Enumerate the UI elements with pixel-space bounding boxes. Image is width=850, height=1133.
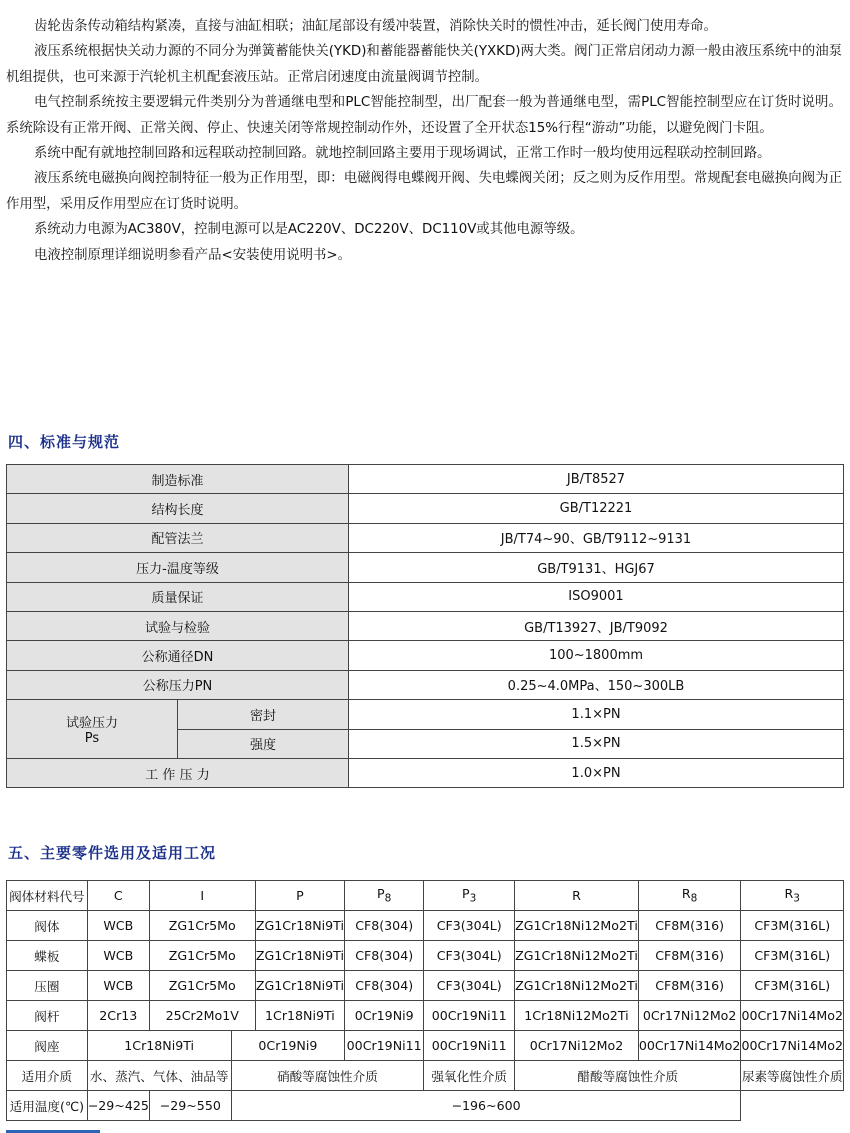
table-cell: WCB xyxy=(87,911,149,941)
table-cell: ZG1Cr18Ni12Mo2Ti xyxy=(515,911,639,941)
row-name: 蝶板 xyxy=(7,941,88,971)
header-col: $R_8$ xyxy=(638,881,741,911)
table-row xyxy=(7,641,844,670)
intro-paragraph-7: 电液控制原理详细说明参看产品<安装使用说明书>。 xyxy=(34,247,352,263)
std-label: 结构长度 xyxy=(7,494,349,523)
intro-paragraph-4: 系统中配有就地控制回路和远程联动控制回路。就地控制回路主要用于现场调试，正常工作时一般均使用远程联动控制回路。 xyxy=(34,146,771,162)
header-col: $R_3$ xyxy=(741,881,844,911)
standards-table xyxy=(6,464,844,788)
std-label: 试验与检验 xyxy=(7,611,349,640)
table-cell: 0Cr17Ni12Mo2 xyxy=(515,1031,639,1061)
table-cell: 00Cr17Ni14Mo2 xyxy=(741,1001,844,1031)
row-name: 阀座 xyxy=(7,1031,88,1061)
table-cell: 00Cr19Ni11 xyxy=(424,1031,515,1061)
table-cell: −29~425 xyxy=(87,1091,149,1121)
row-name: 阀体 xyxy=(7,911,88,941)
table-cell: CF8M(316) xyxy=(638,971,741,1001)
table-cell: 1Cr18Ni9Ti xyxy=(255,1001,344,1031)
std-label: 制造标准 xyxy=(7,465,349,494)
table-cell: 00Cr19Ni11 xyxy=(345,1031,424,1061)
table-cell: 1Cr18Ni12Mo2Ti xyxy=(515,1001,639,1031)
table-row xyxy=(7,582,844,611)
test-pressure-label: 试验压力 Ps xyxy=(7,700,178,759)
section4-title: 四、标准与规范 xyxy=(8,433,121,451)
table-cell: 25Cr2Mo1V xyxy=(149,1001,255,1031)
std-value: GB/T12221 xyxy=(349,494,844,523)
table-row xyxy=(7,1091,844,1121)
std-label: 公称压力PN xyxy=(7,670,349,699)
table-cell: 00Cr17Ni14Mo2 xyxy=(741,1031,844,1061)
seal-label: 密封 xyxy=(178,700,349,729)
table-row xyxy=(7,941,844,971)
table-cell: WCB xyxy=(87,941,149,971)
table-cell: CF3M(316L) xyxy=(741,971,844,1001)
std-label: 质量保证 xyxy=(7,582,349,611)
table-cell: CF3(304L) xyxy=(424,911,515,941)
header-col: P xyxy=(255,881,344,911)
table-row xyxy=(7,553,844,582)
table-row xyxy=(7,1001,844,1031)
table-cell: 强氧化性介质 xyxy=(424,1061,515,1091)
header-col: $P_8$ xyxy=(345,881,424,911)
std-value: 100~1800mm xyxy=(349,641,844,670)
table-cell: 1Cr18Ni9Ti xyxy=(87,1031,231,1061)
row-name: 适用介质 xyxy=(7,1061,88,1091)
header-col: $P_3$ xyxy=(424,881,515,911)
std-label: 公称通径DN xyxy=(7,641,349,670)
table-cell: 硝酸等腐蚀性介质 xyxy=(231,1061,424,1091)
working-pressure-label: 工 作 压 力 xyxy=(7,758,349,787)
table-row xyxy=(7,670,844,699)
std-value: GB/T9131、HGJ67 xyxy=(349,553,844,582)
intro-paragraph-3: 电气控制系统按主要逻辑元件类别分为普通继电型和PLC智能控制型，出厂配套一般为普通继电型，需PLC智能控制型应在订货时说明。系统除设有正常开阀、正常关阀、停止、快速关闭等常规控制动作外，还设置了全开状态15%行程“游动”功能，以避免阀门卡阻。 xyxy=(6,95,842,136)
table-row xyxy=(7,465,844,494)
row-name: 压圈 xyxy=(7,971,88,1001)
table-cell: WCB xyxy=(87,971,149,1001)
table-cell: 尿素等腐蚀性介质 xyxy=(741,1061,844,1091)
std-value: JB/T74~90、GB/T9112~9131 xyxy=(349,523,844,552)
std-value: 0.25~4.0MPa、150~300LB xyxy=(349,670,844,699)
intro-paragraph-5: 液压系统电磁换向阀控制特征一般为正作用型，即：电磁阀得电蝶阀开阀、失电蝶阀关闭；反之则为反作用型。常规配套电磁换向阀为正作用型，采用反作用型应在订货时说明。 xyxy=(6,171,842,212)
std-label: 配管法兰 xyxy=(7,523,349,552)
std-value: ISO9001 xyxy=(349,582,844,611)
table-cell: CF8M(316) xyxy=(638,911,741,941)
strength-value: 1.5×PN xyxy=(349,729,844,758)
section5-title: 五、主要零件选用及适用工况 xyxy=(8,844,217,862)
table-row xyxy=(7,494,844,523)
table-cell: CF3(304L) xyxy=(424,941,515,971)
table-cell: −196~600 xyxy=(231,1091,741,1121)
std-label: 压力-温度等级 xyxy=(7,553,349,582)
table-cell: ZG1Cr18Ni12Mo2Ti xyxy=(515,941,639,971)
table-cell: −29~550 xyxy=(149,1091,231,1121)
table-cell: 00Cr17Ni14Mo2 xyxy=(638,1031,741,1061)
row-name: 适用温度(℃) xyxy=(7,1091,88,1121)
table-cell: 水、蒸汽、气体、油品等 xyxy=(87,1061,231,1091)
table-row xyxy=(7,523,844,552)
table-row xyxy=(7,758,844,787)
seal-value: 1.1×PN xyxy=(349,700,844,729)
table-cell: CF3(304L) xyxy=(424,971,515,1001)
table-cell: CF3M(316L) xyxy=(741,911,844,941)
table-cell: ZG1Cr18Ni9Ti xyxy=(255,941,344,971)
materials-table xyxy=(6,880,844,1121)
std-value: JB/T8527 xyxy=(349,465,844,494)
table-cell: ZG1Cr18Ni9Ti xyxy=(255,911,344,941)
working-pressure-value: 1.0×PN xyxy=(349,758,844,787)
table-cell: ZG1Cr5Mo xyxy=(149,971,255,1001)
row-name: 阀杆 xyxy=(7,1001,88,1031)
table-cell: CF8(304) xyxy=(345,911,424,941)
table-row xyxy=(7,971,844,1001)
header-code: 阀体材料代号 xyxy=(7,881,88,911)
intro-paragraph-6: 系统动力电源为AC380V，控制电源可以是AC220V、DC220V、DC110V或其他电源等级。 xyxy=(34,222,584,238)
intro-text xyxy=(6,14,842,268)
table-cell: ZG1Cr18Ni12Mo2Ti xyxy=(515,971,639,1001)
table-cell: ZG1Cr5Mo xyxy=(149,911,255,941)
table-header-row xyxy=(7,881,844,911)
table-cell: ZG1Cr18Ni9Ti xyxy=(255,971,344,1001)
table-cell: 00Cr19Ni11 xyxy=(424,1001,515,1031)
table-cell: CF8(304) xyxy=(345,941,424,971)
table-cell: 0Cr17Ni12Mo2 xyxy=(638,1001,741,1031)
intro-paragraph-2: 液压系统根据快关动力源的不同分为弹簧蓄能快关(YKD)和蓄能器蓄能快关(YXKD)两大类。阀门正常启闭动力源一般由液压系统中的油泵机组提供，也可来源于汽轮机主机配套液压站。正常启闭速度由流量阀调节控制。 xyxy=(6,44,842,85)
table-cell: ZG1Cr5Mo xyxy=(149,941,255,971)
table-cell: 0Cr19Ni9 xyxy=(345,1001,424,1031)
table-cell: CF3M(316L) xyxy=(741,941,844,971)
table-row xyxy=(7,1061,844,1091)
table-cell: CF8(304) xyxy=(345,971,424,1001)
header-col: C xyxy=(87,881,149,911)
table-cell: 醋酸等腐蚀性介质 xyxy=(515,1061,741,1091)
strength-label: 强度 xyxy=(178,729,349,758)
table-row xyxy=(7,1031,844,1061)
table-cell: 0Cr19Ni9 xyxy=(231,1031,344,1061)
table-cell: CF8M(316) xyxy=(638,941,741,971)
std-value: GB/T13927、JB/T9092 xyxy=(349,611,844,640)
intro-paragraph-1: 齿轮齿条传动箱结构紧凑，直接与油缸相联；油缸尾部设有缓冲装置，消除快关时的惯性冲击，延长阀门使用寿命。 xyxy=(34,19,717,34)
table-row xyxy=(7,911,844,941)
header-col: R xyxy=(515,881,639,911)
table-row xyxy=(7,700,844,729)
table-cell: 2Cr13 xyxy=(87,1001,149,1031)
table-row xyxy=(7,611,844,640)
header-col: I xyxy=(149,881,255,911)
